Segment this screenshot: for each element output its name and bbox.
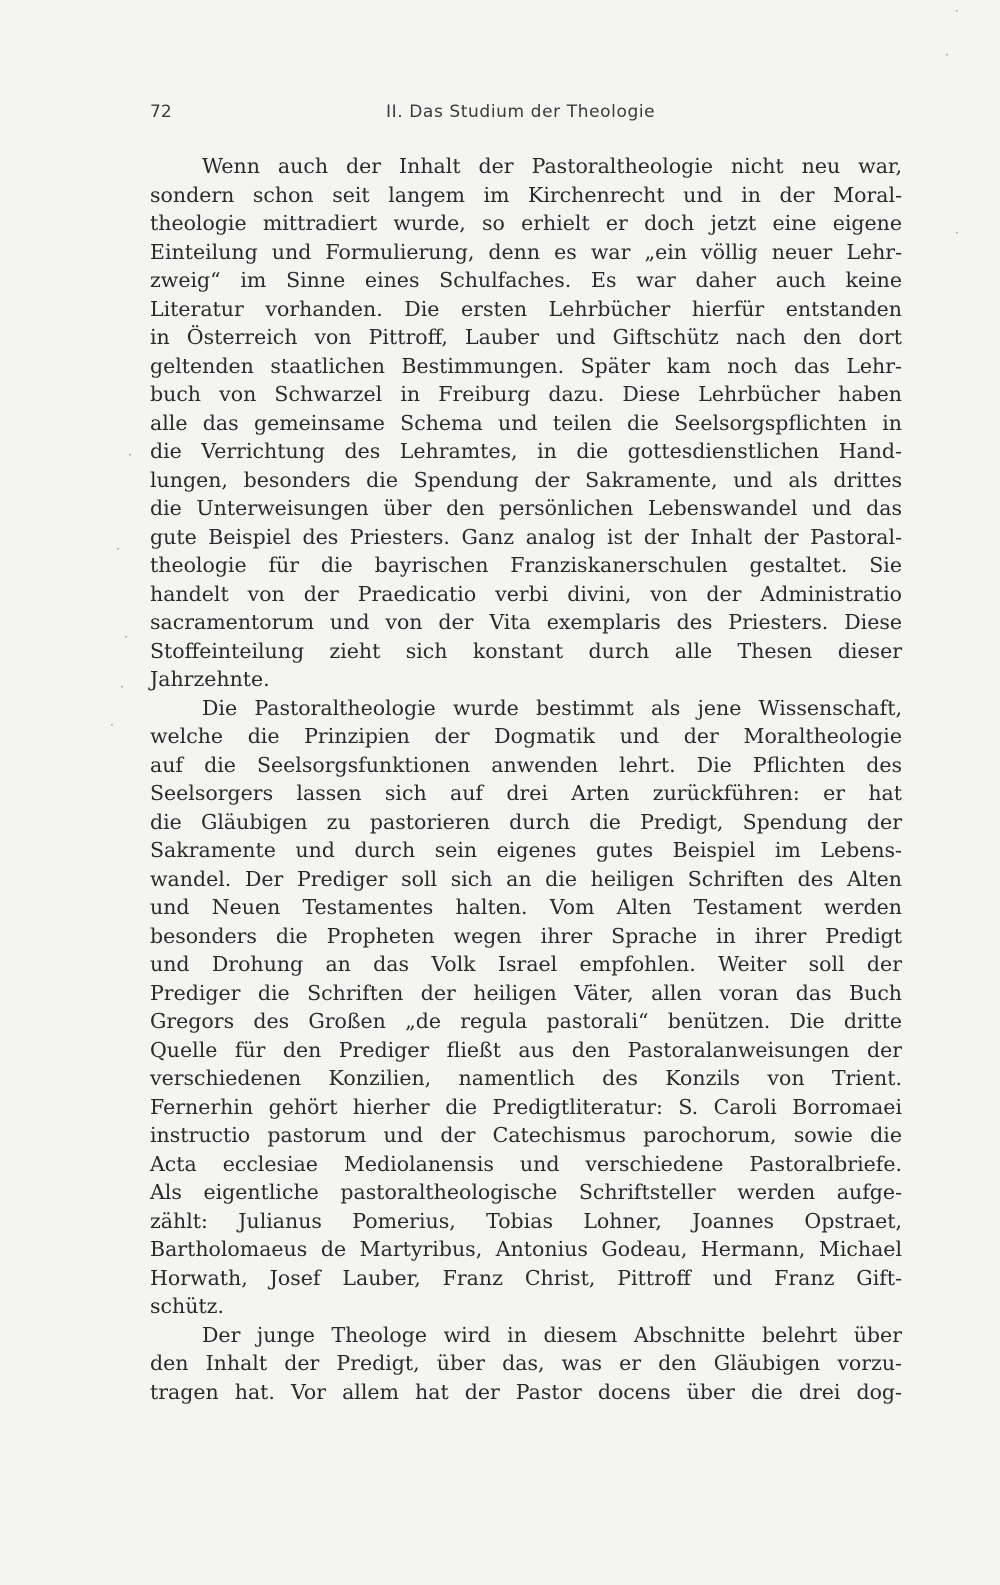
paragraph-1-line: Literatur vorhanden. Die ersten Lehrbücher hierfür entstanden [150, 296, 902, 321]
paragraph-2-line: besonders die Propheten wegen ihrer Sprache in ihrer Predigt [150, 923, 902, 948]
paragraph-1-line: zweig“ im Sinne eines Schulfaches. Es war daher auch keine [150, 268, 902, 292]
paragraph-1-line: sacramentorum und von der Vita exemplaris des Priesters. Diese [150, 610, 902, 634]
paragraph-2-line: welche die Prinzipien der Dogmatik und der Moraltheologie [150, 724, 902, 748]
paragraph-3-line: tragen hat. Vor allem hat der Pastor docens über die drei dog- [150, 1379, 902, 1404]
paragraph-2-line: Acta ecclesiae Mediolanensis und verschiedene Pastoralbriefe. [150, 1151, 902, 1176]
paragraph-1-line: alle das gemeinsame Schema und teilen die Seelsorgspflichten in [150, 410, 902, 435]
paragraph-2-line: Gregors des Großen „de regula pastorali“ benützen. Die dritte [150, 1009, 902, 1033]
paragraph-2-line: Quelle für den Prediger fließt aus den Pastoralanweisungen der [150, 1037, 902, 1062]
paragraph-1-line: Stoffeinteilung zieht sich konstant durch alle Thesen dieser [150, 638, 902, 663]
paragraph-2-line: Bartholomaeus de Martyribus, Antonius Godeau, Hermann, Michael [150, 1237, 902, 1261]
paragraph-2-line: instructio pastorum und der Catechismus parochorum, sowie die [150, 1123, 902, 1147]
scan-speck: · [955, 226, 959, 240]
paragraph-1-line: in Österreich von Pittroff, Lauber und Giftschütz nach den dort [150, 325, 902, 349]
scan-speck: · [124, 630, 128, 644]
paragraph-2-line: und Neuen Testamentes halten. Vom Alten Testament werden [150, 895, 902, 919]
paragraph-2-line: Sakramente und durch sein eigenes gutes Beispiel im Lebens- [150, 838, 902, 862]
paragraph-1-line: gute Beispiel des Priesters. Ganz analog ist der Inhalt der Pastoral- [150, 524, 902, 549]
paragraph-1-line: die Unterweisungen über den persönlichen Lebenswandel und das [150, 496, 902, 520]
scan-speck: · [128, 448, 132, 462]
paragraph-2-line: Die Pastoraltheologie wurde bestimmt als jene Wissenschaft, [202, 695, 902, 720]
paragraph-1-line: buch von Schwarzel in Freiburg dazu. Diese Lehrbücher haben [150, 382, 902, 406]
paragraph-2-line: und Drohung an das Volk Israel empfohlen. Weiter soll der [150, 952, 902, 976]
paragraph-2-line: Horwath, Josef Lauber, Franz Christ, Pittroff und Franz Gift- [150, 1265, 902, 1290]
scan-speck: · [116, 542, 120, 556]
scan-speck: · [945, 48, 949, 62]
paragraph-2-line: Fernerhin gehört hierher die Predigtliteratur: S. Caroli Borromaei [150, 1094, 902, 1119]
chapter-title: II. Das Studium der Theologie [386, 102, 656, 122]
body-text [150, 152, 902, 1406]
paragraph-2-line: zählt: Julianus Pomerius, Tobias Lohner, Joannes Opstraet, [150, 1208, 902, 1233]
page-number: 72 [150, 102, 172, 122]
paragraph-3-line: den Inhalt der Predigt, über das, was er den Gläubigen vorzu- [150, 1351, 902, 1375]
paragraph-1-line: sondern schon seit langem im Kirchenrecht und in der Moral- [150, 182, 902, 207]
scan-speck: · [110, 718, 114, 732]
paragraph-2-line: Prediger die Schriften der heiligen Väter, allen voran das Buch [150, 980, 902, 1005]
paragraph-2-line: wandel. Der Prediger soll sich an die heiligen Schriften des Alten [150, 866, 902, 891]
paragraph-3-line: Der junge Theologe wird in diesem Abschnitte belehrt über [202, 1322, 902, 1347]
paragraph-1-line: die Verrichtung des Lehramtes, in die gottesdienstlichen Hand- [150, 439, 902, 463]
paragraph-1-line: geltenden staatlichen Bestimmungen. Später kam noch das Lehr- [150, 353, 902, 378]
paragraph-1-line: theologie für die bayrischen Franziskanerschulen gestaltet. Sie [150, 553, 902, 577]
paragraph-2-line: die Gläubigen zu pastorieren durch die Predigt, Spendung der [150, 809, 902, 834]
paragraph-1-line: Einteilung und Formulierung, denn es war „ein völlig neuer Lehr- [150, 239, 902, 264]
paragraph-2-line: Seelsorgers lassen sich auf drei Arten zurückführen: er hat [150, 781, 902, 805]
paragraph-1-line: theologie mittradiert wurde, so erhielt er doch jetzt eine eigene [150, 211, 902, 235]
paragraph-2-line: schütz. [150, 1294, 224, 1318]
paragraph-2-line: auf die Seelsorgsfunktionen anwenden lehrt. Die Pflichten des [150, 752, 902, 777]
running-head [150, 100, 902, 130]
paragraph-1-line: Jahrzehnte. [150, 667, 270, 691]
paragraph-1-line: Wenn auch der Inhalt der Pastoraltheologie nicht neu war, [202, 154, 902, 178]
paragraph-1-line: lungen, besonders die Spendung der Sakramente, und als drittes [150, 467, 902, 492]
paragraph-2-line: Als eigentliche pastoraltheologische Schriftsteller werden aufge- [150, 1180, 902, 1204]
scan-speck: · [955, 4, 959, 18]
scan-speck: · [120, 680, 124, 694]
paragraph-2-line: verschiedenen Konzilien, namentlich des Konzils von Trient. [150, 1066, 902, 1090]
paragraph-1-line: handelt von der Praedicatio verbi divini, von der Administratio [150, 581, 902, 606]
